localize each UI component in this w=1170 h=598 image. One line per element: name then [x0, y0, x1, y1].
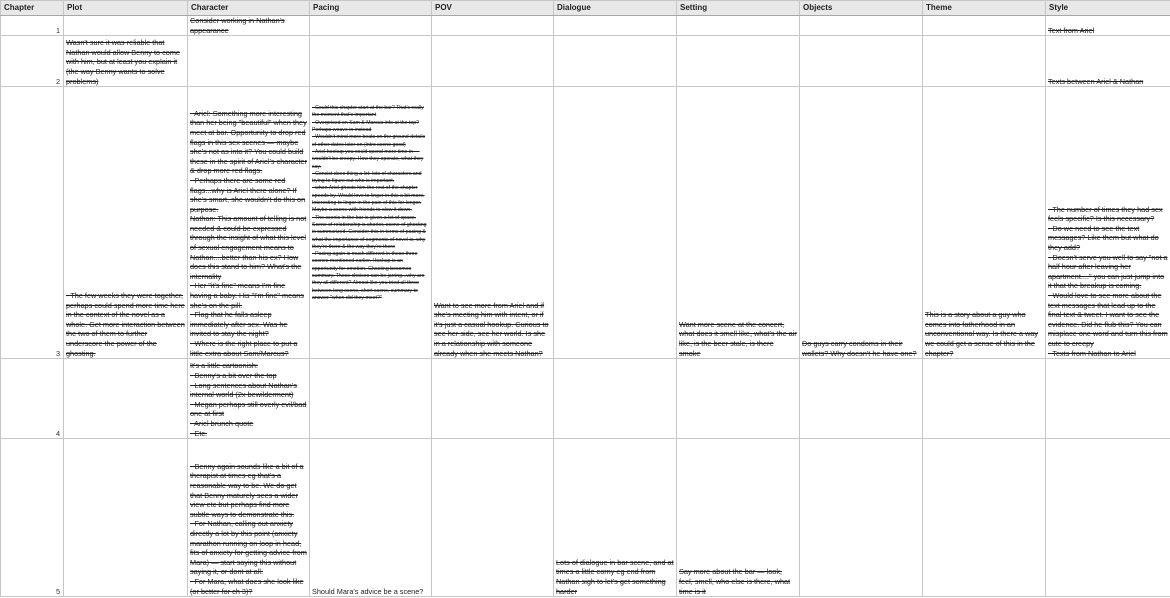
column-header-chapter[interactable]: Chapter — [1, 1, 64, 16]
plot-cell[interactable] — [64, 16, 188, 36]
theme-cell[interactable] — [923, 439, 1046, 597]
setting-cell[interactable] — [677, 16, 800, 36]
note-text: - Ariel: Something more interesting than her being "beautiful" when they meet at bar. Opportunity to drop red flags in this sex scenes — maybe she's not as into it? You could build these in the spirit of Ariel's character & drop more red flags. - Perhaps there are some red flags...why is Ariel there alone? If she's smart, she wouldn't do this on purpose. Nathan: This amount of telling is not needed & could be expressed through the insight of what this level of sexual engagement means to Nathan....better than his ex? How does this stand to him? What's the internality - Her "it's fine" means I'm fine having a baby. His "I'm fine" means she's on the pill. - Flag that he falls asleep immediately after sex. Was he invited to stay the night? - Where is the right place to put a little extra about Sam/Marcus? — [190, 108, 307, 358]
column-header-dialogue[interactable]: Dialogue — [554, 1, 677, 16]
note-text: - Benny again sounds like a bit of a therapist at times eg that's a reasonable way to be. We do get that Benny maturely sees a wider view etc but perhaps find more subtle ways to demonstrate this. - For Nathan, calling out anxiety directly a lot by this point (anxiety marathon running on loop in head, fits of anxiety for getting advice from Mara) — start saying this without saying it, or dont at all. - For Mara, what does she look like (or better for ch 3)? — [190, 461, 307, 596]
plot-cell[interactable] — [64, 36, 188, 87]
chapter-cell[interactable]: 3 — [1, 87, 64, 359]
note-text: Lots of dialogue in bar scene, and at times a little corny eg end from Nathan sigh to let's get something harder — [556, 557, 674, 596]
theme-cell[interactable] — [923, 87, 1046, 359]
note-text: Say more about the bar — look, feel, smell, who else is there, what time is it — [679, 567, 791, 596]
setting-cell[interactable] — [677, 439, 800, 597]
pov-cell[interactable] — [432, 16, 554, 36]
note-text: This is a story about a guy who comes into fatherhood in an unconventional way. Is there a way we could get a sense of this in the chapter? — [925, 310, 1039, 358]
style-cell[interactable] — [1046, 439, 1170, 597]
objects-cell[interactable] — [800, 359, 923, 439]
pacing-cell[interactable] — [310, 439, 432, 597]
setting-cell[interactable] — [677, 87, 800, 359]
character-cell[interactable] — [188, 439, 310, 597]
note-text: Want to see more from Ariel and if she's meeting him with intent, or if it's just a casual hookup. Curious to see her side, see her world. Is she in a relationship with someone already when she meets Nathan? — [434, 300, 549, 358]
header-row — [1, 1, 1170, 16]
note-text: Want more scene at the concert, what does it smell like, what's the air like, is the beer stale, is there smoke — [679, 319, 797, 358]
note-text: Consider working in Nathan's appearance — [190, 16, 285, 35]
theme-cell[interactable] — [923, 359, 1046, 439]
dialogue-cell[interactable] — [554, 87, 677, 359]
note-text: - The few weeks they were together, perhaps could spend more time here in the context of the novel as a whole. Get more interaction between the two of them to further underscore the power of the ghosting. — [66, 291, 185, 358]
note-text: Texts between Ariel & Nathan — [1048, 76, 1144, 86]
plot-cell[interactable] — [64, 87, 188, 359]
chapter-cell[interactable]: 4 — [1, 359, 64, 439]
table-row — [1, 87, 1170, 359]
note-text: Should Mara's advice be a scene? — [312, 586, 424, 596]
pacing-cell[interactable] — [310, 16, 432, 36]
pov-cell[interactable] — [432, 359, 554, 439]
note-text: - Could this chapter start at the bar? That's really the moment that's important - Overpriced on Sam & Marcus info at the top? Perhaps weave in instead - Wouldn't mind more beats on the ground details of other dates later on (intro scene good) - Ariel hookup you could spend more time in — wouldn't be creepy. How they operate, what they say. - Consist does thing a lot: lots of characters and trying to figure out who is important. - when Ariel ghosts him the rest of the chapter speeds by. Would love to linger in this a bit more. Interesting to linger in the pain of this for longer. Maybe a scene with friends to slow it down. - The scenic in the bar is given a lot of space. Scene of relationship is shorter, scene of ghosting is summarized. Consider this in terms of pacing & what the importance of segments of novel is, why they're there & the way they're there - Pacing again is much different in these three scenes mentioned earlier. Hookup is an opportunity for emotion. Ghosting becomes summary. These choices can be jarring...why are they all different? Almost like you tried all three between long scene, short scene, summary to answer "when did they meet?" — [312, 105, 427, 301]
style-cell[interactable] — [1046, 36, 1170, 87]
column-header-style[interactable]: Style — [1046, 1, 1170, 16]
style-cell[interactable] — [1046, 16, 1170, 36]
pov-cell[interactable] — [432, 439, 554, 597]
theme-cell[interactable] — [923, 36, 1046, 87]
character-cell[interactable] — [188, 16, 310, 36]
note-text: It's a little cartoonish: - Benny's a bit over the top - Long sentences about Nathan's internal world (2x bewilderment) - Megan perhaps still overly evil/bad one at first - Ariel brunch quote - Etc. — [190, 361, 307, 438]
objects-cell[interactable] — [800, 16, 923, 36]
setting-cell[interactable] — [677, 36, 800, 87]
table-row — [1, 16, 1170, 36]
character-cell[interactable] — [188, 359, 310, 439]
column-header-setting[interactable]: Setting — [677, 1, 800, 16]
pacing-cell[interactable] — [310, 359, 432, 439]
chapter-cell[interactable]: 2 — [1, 36, 64, 87]
plot-cell[interactable] — [64, 439, 188, 597]
note-text: Wasn't sure it was reliable that Nathan would allow Benny to come with him, but at least you explain it (the way Benny wants to solve problems) — [66, 38, 180, 86]
style-cell[interactable] — [1046, 87, 1170, 359]
dialogue-cell[interactable] — [554, 359, 677, 439]
character-cell[interactable] — [188, 87, 310, 359]
table-row — [1, 36, 1170, 87]
note-text: - The number of times they had sex feels specific? Is this necessary? - Do we need to see the text messages? Like them but what do they add? - Doesn't serve you well to say "not a half hour after leaving her apartment...." you can just jump into it that the breakup is coming. - Would love to see more about the text messages that lead up to the final text & tweet. I want to see the evidence. Did he flub this? You can misplace one word and turn this from cute to creepy - Texts from Nathan to Ariel — [1048, 204, 1168, 358]
pacing-cell[interactable] — [310, 36, 432, 87]
dialogue-cell[interactable] — [554, 439, 677, 597]
dialogue-cell[interactable] — [554, 16, 677, 36]
objects-cell[interactable] — [800, 36, 923, 87]
style-cell[interactable] — [1046, 359, 1170, 439]
column-header-pov[interactable]: POV — [432, 1, 554, 16]
objects-cell[interactable] — [800, 87, 923, 359]
plot-cell[interactable] — [64, 359, 188, 439]
theme-cell[interactable] — [923, 16, 1046, 36]
column-header-character[interactable]: Character — [188, 1, 310, 16]
character-cell[interactable] — [188, 36, 310, 87]
dialogue-cell[interactable] — [554, 36, 677, 87]
setting-cell[interactable] — [677, 359, 800, 439]
table-row — [1, 439, 1170, 597]
table-row — [1, 359, 1170, 439]
column-header-pacing[interactable]: Pacing — [310, 1, 432, 16]
chapter-cell[interactable]: 1 — [1, 16, 64, 36]
column-header-objects[interactable]: Objects — [800, 1, 923, 16]
column-header-theme[interactable]: Theme — [923, 1, 1046, 16]
objects-cell[interactable] — [800, 439, 923, 597]
note-text: Do guys carry condoms in their wallets? Why doesn't he have one? — [802, 339, 917, 358]
pov-cell[interactable] — [432, 36, 554, 87]
pov-cell[interactable] — [432, 87, 554, 359]
chapter-cell[interactable]: 5 — [1, 439, 64, 597]
pacing-cell[interactable] — [310, 87, 432, 359]
note-text: Text from Ariel — [1048, 25, 1095, 35]
column-header-plot[interactable]: Plot — [64, 1, 188, 16]
